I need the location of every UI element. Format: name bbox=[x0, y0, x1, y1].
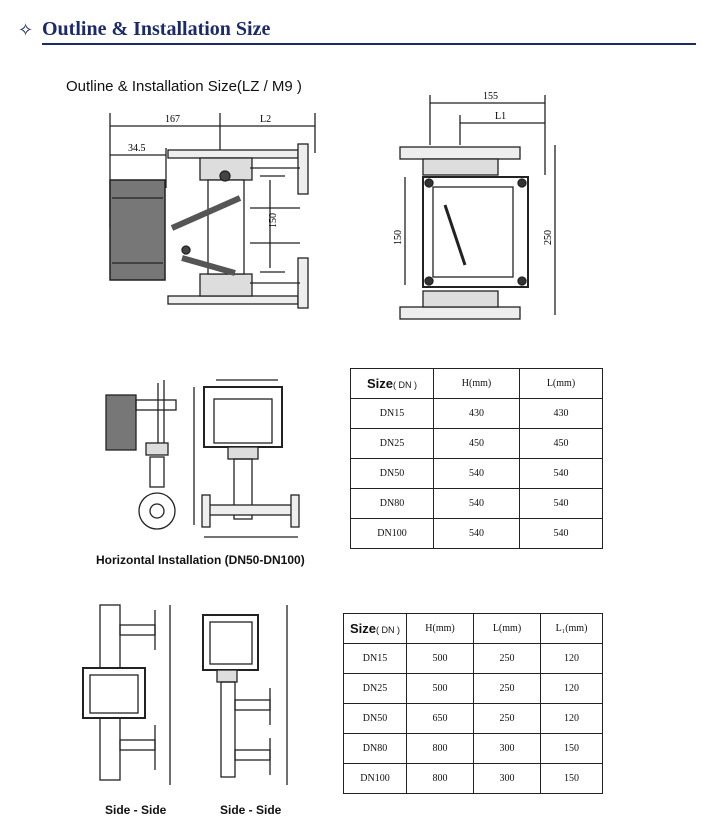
table-row: DN25 500 250 120 bbox=[344, 674, 603, 704]
dim-250: 250 bbox=[543, 230, 554, 245]
table-row: DN15 430 430 bbox=[351, 399, 603, 429]
size-header: Size( DN ) bbox=[344, 614, 407, 644]
l1-header: L₁(mm) bbox=[541, 614, 603, 644]
l-header: L(mm) bbox=[474, 614, 541, 644]
table-row: DN50 540 540 bbox=[351, 459, 603, 489]
side-caption-1: Side - Side bbox=[105, 803, 167, 817]
table-row: DN100 800 300 150 bbox=[344, 764, 603, 794]
side-side-drawing-2 bbox=[195, 600, 300, 795]
table-row: DN80 540 540 bbox=[351, 489, 603, 519]
table-row: DN50 650 250 120 bbox=[344, 704, 603, 734]
dim-l2: L2 bbox=[260, 114, 272, 125]
side-side-drawing-1 bbox=[75, 600, 180, 795]
table-row: DN25 450 450 bbox=[351, 429, 603, 459]
h-header: H(mm) bbox=[407, 614, 474, 644]
section-title: Outline & Installation Size bbox=[42, 18, 271, 40]
dim-150: 150 bbox=[268, 213, 279, 228]
diamond-outline-icon: ✧ bbox=[18, 20, 34, 41]
side-view-drawing bbox=[385, 85, 565, 330]
dim-l1: L1 bbox=[495, 111, 507, 122]
spec-table-2 bbox=[343, 613, 603, 794]
h-header: H(mm) bbox=[434, 369, 520, 399]
spec-table-1 bbox=[350, 368, 603, 549]
horizontal-installation-drawing bbox=[98, 375, 313, 550]
header-rule bbox=[42, 43, 696, 45]
dim-34-5: 34.5 bbox=[128, 143, 146, 154]
table-header-row bbox=[344, 614, 603, 644]
drawing-subtitle: Outline & Installation Size(LZ / M9 ) bbox=[66, 78, 302, 95]
section-header bbox=[18, 18, 696, 46]
table-row: DN15 500 250 120 bbox=[344, 644, 603, 674]
table-row: DN100 540 540 bbox=[351, 519, 603, 549]
l-header: L(mm) bbox=[520, 369, 603, 399]
table-header-row bbox=[351, 369, 603, 399]
horizontal-caption: Horizontal Installation (DN50-DN100) bbox=[96, 553, 305, 567]
size-header: Size( DN ) bbox=[351, 369, 434, 399]
dim-167: 167 bbox=[165, 114, 180, 125]
dim-150-right: 150 bbox=[393, 230, 404, 245]
front-view-drawing bbox=[100, 108, 325, 333]
dim-155: 155 bbox=[483, 91, 498, 102]
table-row: DN80 800 300 150 bbox=[344, 734, 603, 764]
side-caption-2: Side - Side bbox=[220, 803, 282, 817]
